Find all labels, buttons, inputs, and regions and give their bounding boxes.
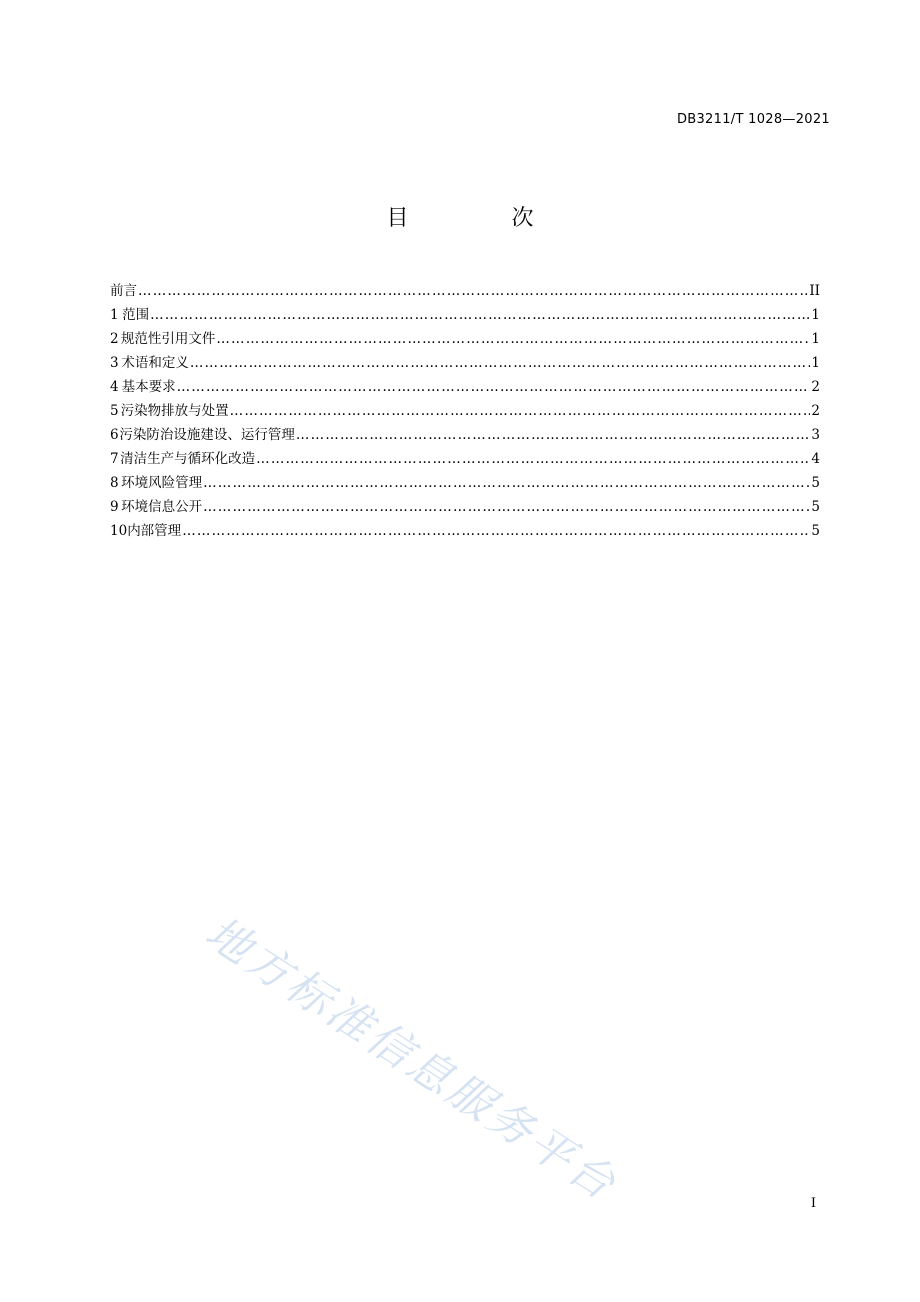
toc-number: 1 bbox=[110, 307, 119, 323]
toc-page-number: II bbox=[809, 283, 820, 299]
toc-leader-dots bbox=[203, 475, 810, 491]
toc-item-5[interactable] bbox=[110, 399, 820, 423]
toc-label: 范围 bbox=[122, 307, 150, 323]
toc-item-10[interactable] bbox=[110, 519, 820, 543]
toc-number: 8 bbox=[110, 475, 119, 491]
toc-label: 清洁生产与循环化改造 bbox=[120, 451, 256, 467]
toc-leader-dots bbox=[296, 427, 811, 443]
toc-item-foreword[interactable] bbox=[110, 279, 820, 303]
toc-number: 4 bbox=[110, 379, 119, 395]
toc-leader-dots bbox=[190, 355, 811, 371]
toc-item-4[interactable] bbox=[110, 375, 820, 399]
watermark: 地方标准信息服务平台 bbox=[196, 907, 627, 1212]
toc-leader-dots bbox=[256, 451, 810, 467]
page-title: 目 次 bbox=[386, 206, 582, 231]
toc-label: 环境信息公开 bbox=[121, 499, 203, 515]
document-code: DB3211/T 1028—2021 bbox=[676, 112, 830, 127]
toc-page-number: 1 bbox=[811, 355, 820, 371]
toc-number: 2 bbox=[110, 331, 119, 347]
toc-item-6[interactable] bbox=[110, 423, 820, 447]
toc-item-3[interactable] bbox=[110, 351, 820, 375]
toc-item-2[interactable] bbox=[110, 327, 820, 351]
toc-number: 6 bbox=[110, 427, 119, 443]
toc-label: 污染防治设施建设、运行管理 bbox=[119, 427, 295, 443]
toc-label: 污染物排放与处置 bbox=[120, 403, 229, 419]
toc-leader-dots bbox=[230, 403, 811, 419]
toc-number: 7 bbox=[110, 451, 119, 467]
footer-page-number: I bbox=[810, 1196, 816, 1211]
toc-leader-dots bbox=[138, 283, 808, 299]
toc-leader-dots bbox=[177, 379, 811, 395]
toc-number: 10 bbox=[110, 523, 128, 539]
toc-page-number: 5 bbox=[811, 475, 820, 491]
toc-page-number: 4 bbox=[811, 451, 820, 467]
toc-label: 内部管理 bbox=[127, 523, 182, 539]
toc-label: 环境风险管理 bbox=[121, 475, 203, 491]
toc-number: 5 bbox=[110, 403, 119, 419]
toc-item-8[interactable] bbox=[110, 471, 820, 495]
toc-page-number: 1 bbox=[811, 307, 820, 323]
toc-label: 基本要求 bbox=[121, 379, 176, 395]
toc-page-number: 2 bbox=[811, 403, 820, 419]
table-of-contents bbox=[110, 279, 820, 543]
toc-number: 9 bbox=[110, 499, 119, 515]
toc-page-number: 2 bbox=[811, 379, 820, 395]
toc-page-number: 5 bbox=[811, 523, 820, 539]
toc-leader-dots bbox=[150, 307, 810, 323]
toc-item-9[interactable] bbox=[110, 495, 820, 519]
toc-page-number: 1 bbox=[811, 331, 820, 347]
toc-label: 术语和定义 bbox=[121, 355, 189, 371]
toc-label: 前言 bbox=[110, 283, 137, 299]
toc-leader-dots bbox=[203, 499, 810, 515]
toc-label: 规范性引用文件 bbox=[120, 331, 216, 347]
toc-leader-dots bbox=[216, 331, 810, 347]
toc-page-number: 3 bbox=[811, 427, 820, 443]
toc-page-number: 5 bbox=[811, 499, 820, 515]
toc-leader-dots bbox=[182, 523, 810, 539]
toc-item-1[interactable] bbox=[110, 303, 820, 327]
toc-number: 3 bbox=[110, 355, 119, 371]
toc-item-7[interactable] bbox=[110, 447, 820, 471]
